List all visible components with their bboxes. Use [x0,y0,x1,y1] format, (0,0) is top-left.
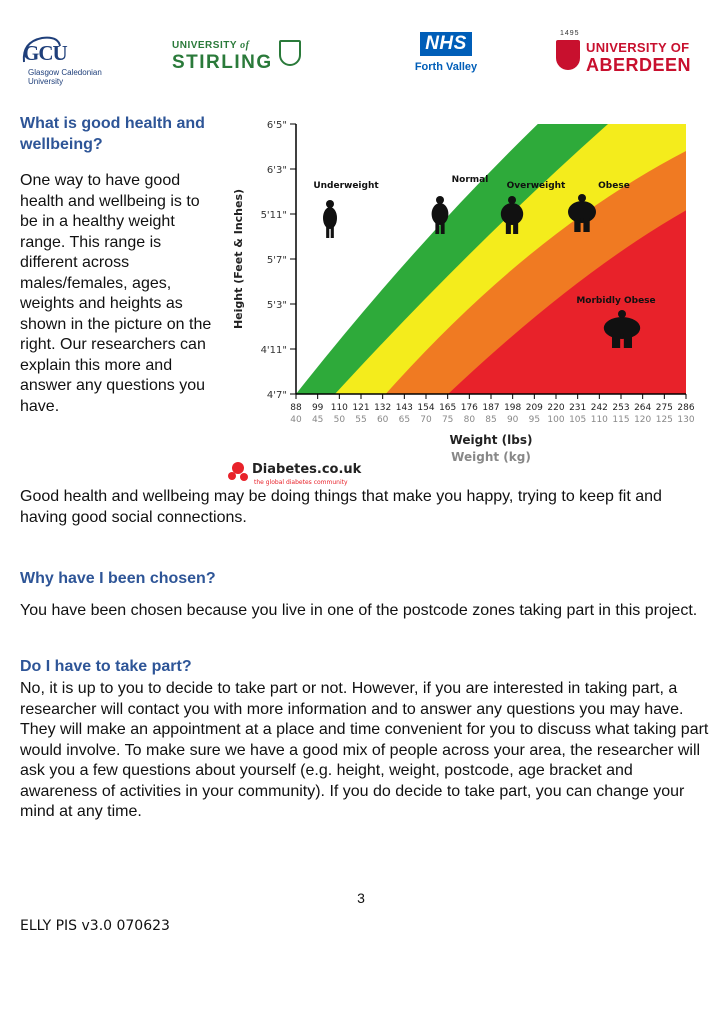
source-tagline: the global diabetes community [254,479,348,486]
y-tick-label: 4'11" [260,345,287,356]
y-tick-label: 6'3" [266,165,287,176]
x-tick-kg: 130 [677,415,695,425]
x-tick-lbs: 253 [612,403,630,413]
x-tick-lbs: 88 [290,403,302,413]
x-tick-kg: 65 [398,415,411,425]
aberdeen-shield-icon [556,40,580,70]
y-tick-label: 4'7" [266,390,287,401]
gcu-letters: GCU [23,41,67,65]
paragraph-good-health: Good health and wellbeing may be doing things that make you happy, trying to keep fit and having good social connections. [20,488,662,526]
x-tick-lbs: 275 [655,403,673,413]
aberdeen-main: ABERDEEN [586,55,692,75]
y-tick-label: 5'3" [266,300,287,311]
zone-label: Underweight [313,181,379,191]
zone-label: Normal [451,175,489,185]
x-tick-kg: 115 [612,415,630,425]
stirling-top [172,40,249,51]
y-tick-label: 5'11" [260,210,287,221]
aberdeen-top: UNIVERSITY OF [586,40,690,55]
x-tick-kg: 70 [420,415,432,425]
x-tick-lbs: 187 [482,403,500,413]
paragraph-chosen: You have been chosen because you live in one of the postcode zones taking part in this project. [20,602,698,619]
y-tick-label: 5'7" [266,255,287,266]
y-axis-label: Height (Feet & Inches) [232,188,245,330]
x-tick-lbs: 220 [547,403,565,413]
x-tick-kg: 55 [355,415,367,425]
paragraph-take-part: No, it is up to you to decide to take part or not. However, if you are interested in taking part, a researcher will contact you with more information and to answer any questions you may have. They will make an appointment at a place and time convenient for you to discuss what taking part would involve. To make sure we have a good mix of people across your area, the researcher will ask you a few questions about yourself (e.g. height, weight, postcode, age bracket and awareness of activities in your community). If you do decide to take part, you can change your mind at any time. [20,680,709,820]
x-tick-lbs: 176 [460,403,478,413]
x-tick-kg: 105 [569,415,587,425]
x-tick-lbs: 242 [590,403,608,413]
stirling-main: STIRLING [172,52,273,73]
x-tick-kg: 100 [547,415,565,425]
stirling-top-word: UNIVERSITY [172,40,237,51]
x-tick-kg: 85 [485,415,497,425]
x-tick-kg: 50 [333,415,346,425]
zone-label: Overweight [506,181,566,191]
heading-good-health: What is good health and wellbeing? [20,115,205,153]
page-number: 3 [357,890,365,906]
heading-chosen: Why have I been chosen? [20,570,216,587]
logo-header [20,28,706,88]
x-tick-kg: 95 [528,415,541,425]
x-axis-label-lbs: Weight (lbs) [449,433,533,447]
x-tick-lbs: 286 [677,403,695,413]
weight-height-chart [224,108,708,490]
x-tick-kg: 75 [441,415,454,425]
gcu-name: Glasgow Caledonian University [28,68,102,86]
chart-svg [224,108,708,490]
stirling-of: of [240,40,250,51]
x-axis-label-kg: Weight (kg) [451,450,531,464]
x-tick-lbs: 132 [374,403,392,413]
x-tick-lbs: 231 [569,403,587,413]
stirling-crest-icon [279,40,301,66]
x-tick-lbs: 121 [352,403,370,413]
heading-take-part: Do I have to take part? [20,658,192,675]
source-name: Diabetes.co.uk [252,462,362,477]
x-tick-kg: 40 [290,415,302,425]
nhs-box: NHS [420,32,472,56]
x-tick-lbs: 165 [439,403,457,413]
x-tick-kg: 125 [655,415,673,425]
nhs-logo [410,28,480,88]
x-tick-kg: 110 [590,415,608,425]
stirling-logo [172,28,302,88]
x-tick-lbs: 110 [330,403,348,413]
x-tick-kg: 80 [463,415,476,425]
diabetes-logo-icon [232,462,244,474]
y-tick-label: 6'5" [266,120,287,131]
x-tick-lbs: 99 [311,403,324,413]
x-tick-kg: 90 [506,415,519,425]
zone-label: Morbidly Obese [576,296,656,306]
x-tick-lbs: 143 [395,403,413,413]
footer-version: ELLY PIS v3.0 070623 [20,918,170,934]
x-tick-lbs: 209 [525,403,543,413]
x-tick-lbs: 264 [634,403,652,413]
x-tick-kg: 45 [311,415,324,425]
gcu-logo [20,28,120,88]
aberdeen-logo [556,28,706,88]
x-tick-kg: 120 [634,415,652,425]
x-tick-lbs: 198 [504,403,522,413]
aberdeen-year: 1495 [560,30,580,37]
zone-label: Obese [598,181,630,191]
x-tick-kg: 60 [376,415,389,425]
x-tick-lbs: 154 [417,403,435,413]
paragraph-one-way: One way to have good health and wellbeing is to be in a healthy weight range. This range is different across males/females, ages, weights and heights as shown in the picture on the right. Our researchers can explain this more and answer any questions you have. [20,172,212,415]
nhs-sub: Forth Valley [414,61,478,73]
